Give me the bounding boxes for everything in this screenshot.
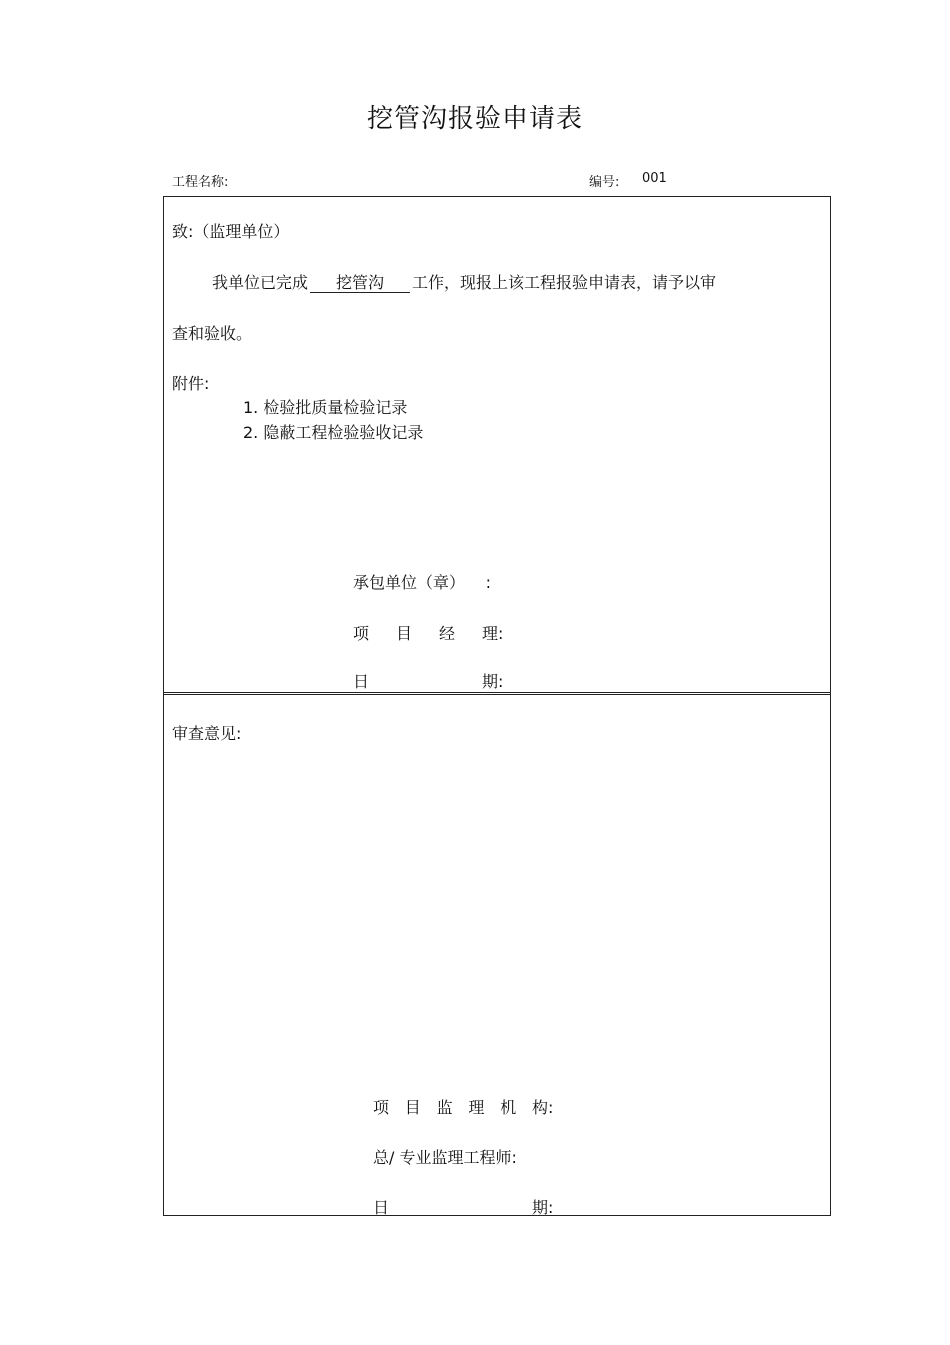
attachments-label: 附件: — [172, 374, 210, 393]
contractor-line — [353, 570, 491, 593]
review-date-line — [373, 1195, 553, 1218]
addressee-line: 致:（监理单位） — [172, 222, 290, 241]
page-title: 挖管沟报验申请表 — [366, 104, 583, 134]
body-line-1 — [212, 270, 716, 293]
body-line-2: 查和验收。 — [172, 324, 253, 343]
attachment-item: 1. 检验批质量检验记录 — [243, 398, 408, 417]
date-label: 日期 — [353, 672, 498, 691]
supervision-org-colon: : — [548, 1098, 554, 1117]
work-name-field: 挖管沟 — [310, 274, 410, 293]
manager-label: 项目经理 — [353, 624, 498, 643]
supervision-org-label: 项目监理机构 — [373, 1098, 548, 1117]
review-label: 审查意见: — [172, 724, 242, 743]
supervision-org-line — [373, 1095, 553, 1118]
engineer-label: 总/ 专业监理工程师: — [373, 1148, 517, 1167]
date-colon: : — [498, 672, 504, 691]
review-section — [163, 692, 831, 1216]
number-value: 001 — [642, 171, 667, 186]
attachment-item: 2. 隐蔽工程检验验收记录 — [243, 423, 424, 442]
project-name-label: 工程名称: — [172, 175, 229, 190]
manager-line — [353, 621, 503, 644]
date-line — [353, 669, 503, 692]
manager-colon: : — [498, 624, 504, 643]
body-suffix: 工作，现报上该工程报验申请表，请予以审 — [412, 273, 717, 292]
review-date-colon: : — [548, 1198, 554, 1217]
contractor-label: 承包单位（章） — [353, 573, 466, 592]
review-date-label: 日期 — [373, 1198, 548, 1217]
body-prefix: 我单位已完成 — [212, 273, 309, 292]
contractor-colon: : — [485, 573, 492, 592]
number-label: 编号: — [589, 175, 620, 190]
